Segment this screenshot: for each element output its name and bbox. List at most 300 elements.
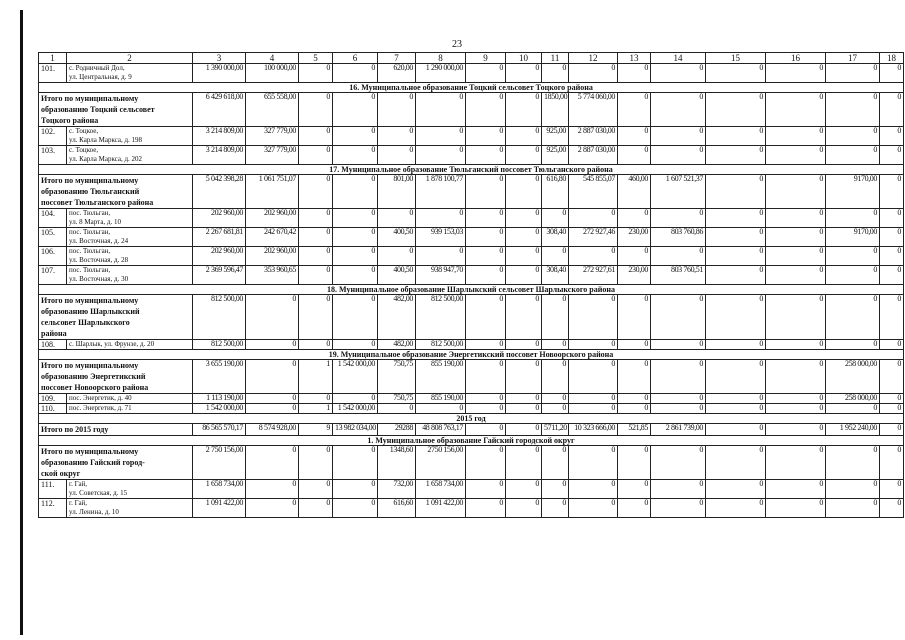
value-cell: 0 — [826, 446, 880, 480]
address-cell — [67, 394, 193, 404]
value-cell: 0 — [416, 247, 466, 266]
address-line: ул. Восточная, д. 30 — [69, 275, 129, 283]
value-cell: 1 290 000,00 — [416, 64, 466, 83]
value-cell: 0 — [506, 146, 542, 165]
value-cell: 0 — [766, 93, 826, 127]
address-cell — [67, 404, 193, 414]
binder-line — [20, 10, 23, 635]
column-header: 9 — [466, 53, 506, 64]
value-cell: 1 658 734,00 — [193, 480, 246, 499]
section-title: 19. Муниципальное образование Энергетикский поссовет Новоорского района — [39, 350, 904, 360]
value-cell: 0 — [706, 93, 766, 127]
value-cell: 0 — [299, 446, 333, 480]
value-cell: 0 — [466, 64, 506, 83]
value-cell: 308,40 — [542, 266, 569, 285]
value-cell: 0 — [880, 404, 904, 414]
total-label-line: образованию Тоцкий сельсовет — [41, 105, 155, 114]
value-cell: 0 — [826, 127, 880, 146]
value-cell: 29288 — [378, 424, 416, 436]
value-cell: 0 — [333, 446, 378, 480]
row-number: 112. — [39, 499, 67, 518]
value-cell: 0 — [618, 499, 651, 518]
row-number: 103. — [39, 146, 67, 165]
address-line: ул. 8 Марта, д. 10 — [69, 218, 121, 226]
value-cell: 750,75 — [378, 360, 416, 394]
value-cell: 0 — [651, 295, 706, 340]
value-cell: 2750 156,00 — [416, 446, 466, 480]
value-cell: 0 — [333, 266, 378, 285]
value-cell: 0 — [651, 64, 706, 83]
value-cell: 0 — [651, 480, 706, 499]
value-cell: 242 670,42 — [246, 228, 299, 247]
value-cell: 732,00 — [378, 480, 416, 499]
value-cell: 0 — [506, 93, 542, 127]
value-cell: 0 — [706, 360, 766, 394]
address-line: ул. Советская, д. 15 — [69, 489, 128, 497]
value-cell: 0 — [333, 499, 378, 518]
value-cell: 0 — [466, 360, 506, 394]
value-cell: 0 — [706, 228, 766, 247]
value-cell: 1 061 751,07 — [246, 175, 299, 209]
value-cell: 0 — [766, 499, 826, 518]
value-cell: 925,00 — [542, 127, 569, 146]
value-cell: 0 — [542, 64, 569, 83]
row-number: 110. — [39, 404, 67, 414]
value-cell: 0 — [706, 340, 766, 350]
address-line: с. Тоцкое, — [69, 127, 99, 135]
total-row — [39, 295, 904, 340]
total-label — [39, 446, 193, 480]
column-header: 12 — [569, 53, 618, 64]
value-cell: 0 — [880, 295, 904, 340]
value-cell: 0 — [618, 480, 651, 499]
value-cell: 0 — [880, 209, 904, 228]
value-cell: 0 — [466, 228, 506, 247]
value-cell: 327 779,00 — [246, 127, 299, 146]
value-cell: 0 — [416, 93, 466, 127]
value-cell: 0 — [766, 247, 826, 266]
value-cell: 0 — [333, 480, 378, 499]
value-cell: 5 774 060,00 — [569, 93, 618, 127]
value-cell: 0 — [766, 340, 826, 350]
address-cell — [67, 127, 193, 146]
total-label-line: образованию Шарлыкский — [41, 307, 140, 316]
column-header: 16 — [766, 53, 826, 64]
value-cell: 0 — [506, 247, 542, 266]
value-cell: 0 — [299, 394, 333, 404]
table-row — [39, 340, 904, 350]
value-cell: 0 — [569, 480, 618, 499]
value-cell: 0 — [880, 360, 904, 394]
row-number: 101. — [39, 64, 67, 83]
value-cell: 0 — [569, 394, 618, 404]
value-cell: 0 — [766, 209, 826, 228]
table-row — [39, 404, 904, 414]
table-row — [39, 499, 904, 518]
total-label-line: района — [41, 329, 67, 338]
table-row — [39, 64, 904, 83]
value-cell: 0 — [333, 295, 378, 340]
value-cell: 0 — [651, 404, 706, 414]
table-row — [39, 266, 904, 285]
value-cell: 0 — [506, 295, 542, 340]
total-row — [39, 175, 904, 209]
value-cell: 0 — [299, 146, 333, 165]
value-cell: 0 — [506, 228, 542, 247]
value-cell: 0 — [706, 64, 766, 83]
section-title: 2015 год — [39, 414, 904, 424]
total-label-line: Итого по муниципальному — [41, 296, 139, 305]
value-cell: 0 — [542, 295, 569, 340]
value-cell: 0 — [618, 127, 651, 146]
address-line: пос. Тюльган, — [69, 209, 111, 217]
value-cell: 0 — [506, 499, 542, 518]
value-cell: 0 — [299, 295, 333, 340]
value-cell: 0 — [880, 266, 904, 285]
value-cell: 0 — [826, 64, 880, 83]
value-cell: 0 — [333, 247, 378, 266]
table-row — [39, 394, 904, 404]
value-cell: 0 — [826, 209, 880, 228]
column-header: 2 — [67, 53, 193, 64]
value-cell: 0 — [466, 480, 506, 499]
section-row — [39, 436, 904, 446]
value-cell: 0 — [651, 209, 706, 228]
value-cell: 616,80 — [542, 175, 569, 209]
address-line: с. Тоцкое, — [69, 146, 99, 154]
value-cell: 0 — [416, 127, 466, 146]
value-cell: 0 — [466, 499, 506, 518]
value-cell: 0 — [618, 340, 651, 350]
value-cell: 0 — [569, 404, 618, 414]
column-header: 18 — [880, 53, 904, 64]
table-row — [39, 146, 904, 165]
row-number: 109. — [39, 394, 67, 404]
value-cell: 258 000,00 — [826, 394, 880, 404]
value-cell: 0 — [826, 93, 880, 127]
value-cell: 855 190,00 — [416, 360, 466, 394]
value-cell: 0 — [826, 247, 880, 266]
value-cell: 308,40 — [542, 228, 569, 247]
value-cell: 0 — [569, 499, 618, 518]
value-cell: 0 — [299, 340, 333, 350]
value-cell: 2 369 596,47 — [193, 266, 246, 285]
column-header: 6 — [333, 53, 378, 64]
register-table — [38, 52, 904, 518]
value-cell: 1 878 100,77 — [416, 175, 466, 209]
value-cell: 0 — [542, 446, 569, 480]
value-cell: 1850,00 — [542, 93, 569, 127]
table-row — [39, 480, 904, 499]
value-cell: 803 760,86 — [651, 228, 706, 247]
total-label-line: поссовет Новоорского района — [41, 383, 149, 392]
column-header: 1 — [39, 53, 67, 64]
value-cell: 1348,60 — [378, 446, 416, 480]
value-cell: 0 — [826, 295, 880, 340]
value-cell: 521,85 — [618, 424, 651, 436]
value-cell: 0 — [706, 175, 766, 209]
value-cell: 230,00 — [618, 266, 651, 285]
value-cell: 620,00 — [378, 64, 416, 83]
value-cell: 0 — [246, 499, 299, 518]
value-cell: 0 — [706, 424, 766, 436]
value-cell: 0 — [706, 247, 766, 266]
section-title: 16. Муниципальное образование Тоцкий сельсовет Тоцкого района — [39, 83, 904, 93]
value-cell: 202 960,00 — [246, 209, 299, 228]
value-cell: 0 — [542, 480, 569, 499]
value-cell: 0 — [706, 127, 766, 146]
value-cell: 0 — [826, 146, 880, 165]
total-label — [39, 295, 193, 340]
row-number: 111. — [39, 480, 67, 499]
address-line: пос. Тюльган, — [69, 266, 111, 274]
value-cell: 0 — [618, 146, 651, 165]
total-row — [39, 446, 904, 480]
value-cell: 938 947,70 — [416, 266, 466, 285]
address-line: с. Шарлык, ул. Фрунзе, д. 20 — [69, 340, 155, 348]
value-cell: 0 — [466, 340, 506, 350]
value-cell: 0 — [826, 340, 880, 350]
value-cell: 803 760,51 — [651, 266, 706, 285]
value-cell: 0 — [506, 360, 542, 394]
value-cell: 1 542 000,00 — [333, 404, 378, 414]
value-cell: 0 — [706, 266, 766, 285]
value-cell: 0 — [618, 394, 651, 404]
address-cell — [67, 266, 193, 285]
value-cell: 0 — [569, 209, 618, 228]
address-line: с. Родничный Дол, — [69, 64, 125, 72]
value-cell: 0 — [618, 295, 651, 340]
value-cell: 0 — [618, 209, 651, 228]
value-cell: 0 — [826, 404, 880, 414]
address-cell — [67, 247, 193, 266]
value-cell: 1 091 422,00 — [416, 499, 466, 518]
value-cell: 801,00 — [378, 175, 416, 209]
value-cell: 0 — [466, 127, 506, 146]
value-cell: 0 — [333, 340, 378, 350]
row-number: 108. — [39, 340, 67, 350]
section-row — [39, 285, 904, 295]
value-cell: 0 — [766, 480, 826, 499]
address-line: ул. Восточная, д. 28 — [69, 256, 129, 264]
value-cell: 0 — [826, 499, 880, 518]
table-row — [39, 247, 904, 266]
value-cell: 482,00 — [378, 340, 416, 350]
section-title: 18. Муниципальное образование Шарлыкский сельсовет Шарлыкского района — [39, 285, 904, 295]
value-cell: 8 574 928,00 — [246, 424, 299, 436]
value-cell: 0 — [542, 404, 569, 414]
value-cell: 9170,00 — [826, 175, 880, 209]
value-cell: 0 — [766, 424, 826, 436]
address-cell — [67, 64, 193, 83]
value-cell: 0 — [880, 93, 904, 127]
value-cell: 202 960,00 — [193, 247, 246, 266]
total-label-line: образованию Гайский город- — [41, 458, 145, 467]
value-cell: 6 429 618,00 — [193, 93, 246, 127]
value-cell: 0 — [299, 499, 333, 518]
value-cell: 0 — [466, 247, 506, 266]
section-row — [39, 350, 904, 360]
value-cell: 0 — [333, 228, 378, 247]
value-cell: 5 042 398,28 — [193, 175, 246, 209]
address-line: пос. Тюльган, — [69, 247, 111, 255]
value-cell: 0 — [506, 394, 542, 404]
value-cell: 0 — [246, 404, 299, 414]
value-cell: 3 214 809,00 — [193, 146, 246, 165]
value-cell: 0 — [299, 93, 333, 127]
value-cell: 1 542 000,00 — [193, 404, 246, 414]
value-cell: 0 — [466, 446, 506, 480]
row-number: 102. — [39, 127, 67, 146]
value-cell: 0 — [651, 340, 706, 350]
address-cell — [67, 340, 193, 350]
value-cell: 0 — [466, 175, 506, 209]
value-cell: 9170,00 — [826, 228, 880, 247]
total-label-line: сельсовет Шарлыкского — [41, 318, 130, 327]
value-cell: 1 542 000,00 — [333, 360, 378, 394]
value-cell: 0 — [542, 394, 569, 404]
value-cell: 0 — [880, 394, 904, 404]
value-cell: 0 — [466, 404, 506, 414]
value-cell: 2 750 156,00 — [193, 446, 246, 480]
value-cell: 0 — [246, 394, 299, 404]
value-cell: 0 — [706, 295, 766, 340]
address-line: пос. Тюльган, — [69, 228, 111, 236]
value-cell: 0 — [299, 247, 333, 266]
value-cell: 0 — [246, 360, 299, 394]
value-cell: 0 — [651, 93, 706, 127]
total-label-line: образованию Энергетикский — [41, 372, 146, 381]
value-cell: 10 323 666,00 — [569, 424, 618, 436]
value-cell: 0 — [618, 404, 651, 414]
value-cell: 0 — [651, 394, 706, 404]
value-cell: 0 — [246, 340, 299, 350]
value-cell: 258 000,00 — [826, 360, 880, 394]
value-cell: 100 000,00 — [246, 64, 299, 83]
value-cell: 0 — [246, 446, 299, 480]
value-cell: 0 — [706, 146, 766, 165]
value-cell: 0 — [506, 404, 542, 414]
value-cell: 5711,20 — [542, 424, 569, 436]
value-cell: 0 — [618, 247, 651, 266]
value-cell: 0 — [299, 480, 333, 499]
row-number: 104. — [39, 209, 67, 228]
value-cell: 0 — [299, 64, 333, 83]
value-cell: 0 — [766, 127, 826, 146]
value-cell: 0 — [706, 404, 766, 414]
total-row — [39, 93, 904, 127]
value-cell: 0 — [299, 228, 333, 247]
value-cell: 230,00 — [618, 228, 651, 247]
value-cell: 0 — [466, 146, 506, 165]
value-cell: 0 — [766, 64, 826, 83]
value-cell: 48 808 763,17 — [416, 424, 466, 436]
value-cell: 855 190,00 — [416, 394, 466, 404]
value-cell: 0 — [706, 394, 766, 404]
value-cell: 0 — [618, 93, 651, 127]
value-cell: 0 — [880, 499, 904, 518]
value-cell: 0 — [706, 480, 766, 499]
total-label-line: Итого по муниципальному — [41, 447, 139, 456]
column-header: 13 — [618, 53, 651, 64]
total-row — [39, 360, 904, 394]
value-cell: 0 — [542, 360, 569, 394]
value-cell: 0 — [299, 266, 333, 285]
address-line: пос. Энергетик, д. 40 — [69, 394, 132, 402]
value-cell: 0 — [542, 209, 569, 228]
value-cell: 0 — [466, 295, 506, 340]
address-line: ул. Карла Маркса, д. 198 — [69, 136, 143, 144]
value-cell: 0 — [466, 424, 506, 436]
value-cell: 0 — [880, 64, 904, 83]
value-cell: 0 — [333, 93, 378, 127]
value-cell: 0 — [569, 446, 618, 480]
value-cell: 13 982 034,00 — [333, 424, 378, 436]
value-cell: 482,00 — [378, 295, 416, 340]
value-cell: 202 960,00 — [193, 209, 246, 228]
value-cell: 750,75 — [378, 394, 416, 404]
header-row — [39, 53, 904, 64]
value-cell: 0 — [880, 446, 904, 480]
section-title: 1. Муниципальное образование Гайский городской округ — [39, 436, 904, 446]
value-cell: 0 — [766, 266, 826, 285]
total-label-line: образованию Тюльганский — [41, 187, 140, 196]
address-line: ул. Восточная, д. 24 — [69, 237, 129, 245]
value-cell: 0 — [506, 175, 542, 209]
page-number: 23 — [452, 39, 462, 50]
value-cell: 1 — [299, 404, 333, 414]
column-header: 5 — [299, 53, 333, 64]
value-cell: 0 — [378, 404, 416, 414]
address-cell — [67, 480, 193, 499]
table-row — [39, 209, 904, 228]
value-cell: 812 500,00 — [193, 295, 246, 340]
value-cell: 0 — [618, 64, 651, 83]
value-cell: 0 — [299, 175, 333, 209]
value-cell: 2 887 030,00 — [569, 127, 618, 146]
value-cell: 2 267 681,81 — [193, 228, 246, 247]
value-cell: 0 — [416, 146, 466, 165]
value-cell: 0 — [651, 360, 706, 394]
value-cell: 0 — [506, 64, 542, 83]
column-header: 15 — [706, 53, 766, 64]
value-cell: 812 500,00 — [416, 340, 466, 350]
value-cell: 0 — [651, 146, 706, 165]
value-cell: 0 — [333, 146, 378, 165]
value-cell: 2 887 030,00 — [569, 146, 618, 165]
value-cell: 0 — [506, 127, 542, 146]
value-cell: 0 — [466, 93, 506, 127]
value-cell: 0 — [299, 209, 333, 228]
value-cell: 0 — [378, 146, 416, 165]
table-row — [39, 127, 904, 146]
total-label-line: ской округ — [41, 469, 81, 478]
value-cell: 812 500,00 — [416, 295, 466, 340]
value-cell: 0 — [466, 266, 506, 285]
value-cell: 0 — [880, 247, 904, 266]
address-line: ул. Ленина, д. 10 — [69, 508, 119, 516]
value-cell: 0 — [766, 360, 826, 394]
address-line: г. Гай, — [69, 499, 88, 507]
value-cell: 0 — [766, 295, 826, 340]
value-cell: 0 — [880, 228, 904, 247]
value-cell: 0 — [466, 209, 506, 228]
value-cell: 9 — [299, 424, 333, 436]
value-cell: 616,60 — [378, 499, 416, 518]
value-cell: 0 — [826, 480, 880, 499]
column-header: 14 — [651, 53, 706, 64]
value-cell: 0 — [569, 64, 618, 83]
